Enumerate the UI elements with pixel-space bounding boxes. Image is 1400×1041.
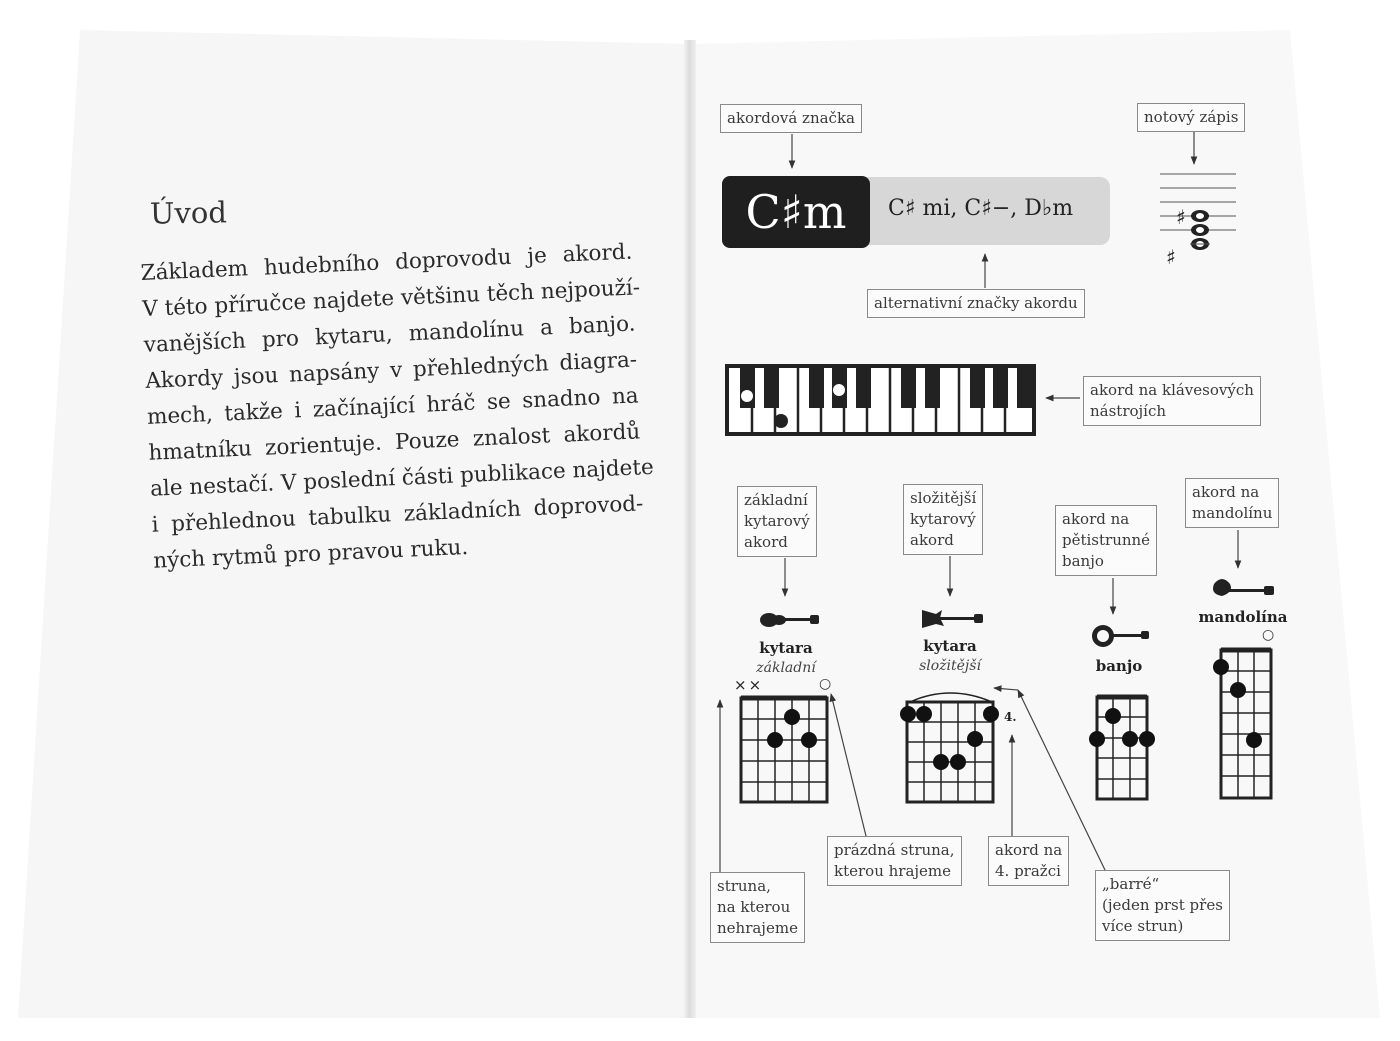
label-notation: notový zápis — [1137, 103, 1245, 132]
label-line: (jeden prst přes — [1102, 896, 1223, 914]
svg-text:♯: ♯ — [1166, 245, 1176, 269]
caption-name: kytara — [923, 637, 977, 655]
mute-marks: ×× — [734, 676, 764, 694]
label-line: akord na klávesových — [1090, 381, 1254, 399]
svg-text:♯: ♯ — [1176, 205, 1186, 229]
intro-line: i přehlednou tabulku základních doprovod- — [151, 491, 644, 538]
intro-line: hmatníku zorientuje. Pouze znalost akordů — [148, 419, 641, 466]
open-string-mark: ○ — [819, 676, 832, 692]
label-line: banjo — [1062, 552, 1104, 570]
banjo-chord-diagram — [1089, 697, 1155, 799]
label-line: akord na — [1192, 483, 1260, 501]
label-line: kytarový — [744, 512, 810, 530]
intro-line: V této příručce najdete většinu těch nejpouží- — [141, 275, 641, 322]
keyboard-diagram — [725, 364, 1036, 436]
electric-guitar-icon — [922, 610, 983, 628]
caption-name: kytara — [759, 639, 813, 657]
label-line: na kterou — [717, 898, 791, 916]
label-line: akord — [744, 533, 788, 551]
alt-symbols-text: C♯ mi, C♯−, D♭m — [888, 196, 1074, 221]
guitar-icon — [760, 613, 819, 627]
label-line: pětistrunné — [1062, 531, 1151, 549]
intro-line: Akordy jsou napsány v přehledných diagra- — [144, 347, 638, 394]
label-alt-marks: alternativní značky akordu — [867, 289, 1085, 318]
label-chord-mark: akordová značka — [720, 104, 862, 133]
label-line: složitější — [910, 489, 977, 507]
label-line: nehrajeme — [717, 919, 798, 937]
guitar-complex-chord-diagram — [900, 693, 999, 802]
intro-line: ale nestačí. V poslední části publikace najdete — [149, 454, 655, 502]
label-line: kytarový — [910, 510, 976, 528]
label-line: 4. pražci — [995, 862, 1061, 880]
guitar-basic-chord-diagram — [741, 698, 827, 802]
intro-line: mech, takže i začínající hráč se snadno na — [146, 383, 640, 430]
label-line: mandolínu — [1192, 504, 1273, 522]
chord-symbol: C♯m — [722, 176, 870, 248]
mandolin-icon — [1213, 579, 1274, 596]
label-line: akord na — [995, 841, 1063, 859]
intro-line: Základem hudebního doprovodu je akord. — [140, 239, 633, 286]
label-line: více strun) — [1102, 917, 1184, 935]
banjo-icon — [1092, 625, 1149, 647]
mandolin-chord-diagram — [1213, 650, 1271, 798]
label-line: akord na — [1062, 510, 1130, 528]
label-line: kterou hrajeme — [834, 862, 952, 880]
mandolin-open-mark: ○ — [1262, 627, 1275, 643]
fret-number: 4. — [1004, 710, 1017, 724]
label-line: základní — [744, 491, 808, 509]
page-heading: Úvod — [149, 195, 228, 231]
label-line: prázdná struna, — [834, 841, 955, 859]
label-line: „barré“ — [1102, 875, 1160, 893]
caption-name: banjo — [1095, 657, 1143, 675]
notation-staff — [1160, 174, 1236, 269]
label-line: struna, — [717, 877, 771, 895]
label-line: nástrojích — [1090, 402, 1167, 420]
caption-name: mandolína — [1198, 608, 1288, 626]
caption-sub: složitější — [919, 658, 981, 674]
intro-line: ných rytmů pro pravou ruku. — [152, 534, 469, 574]
intro-line: vanějších pro kytaru, mandolínu a banjo. — [143, 311, 636, 358]
caption-sub: základní — [756, 660, 816, 676]
label-line: akord — [910, 531, 954, 549]
